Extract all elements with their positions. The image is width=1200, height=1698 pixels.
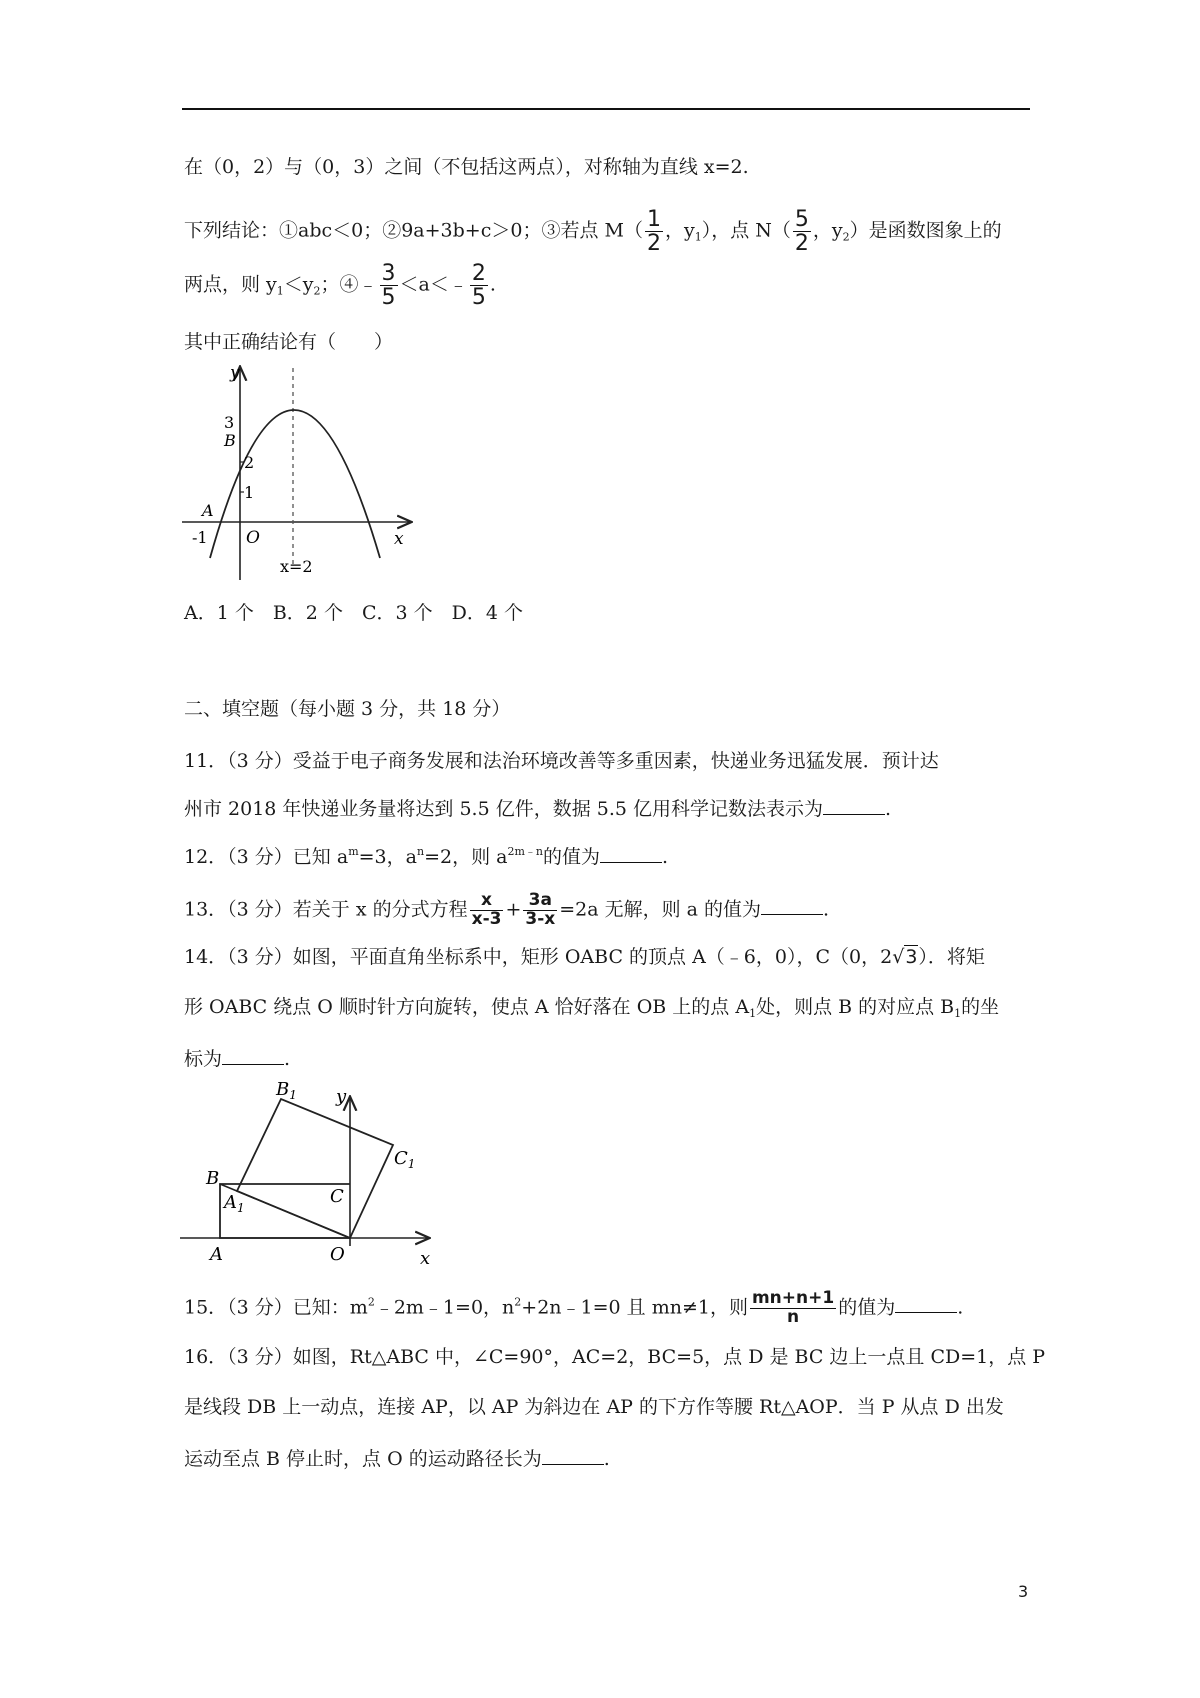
rotation-figure xyxy=(180,1078,440,1274)
q13: 13．（3 分）若关于 x 的分式方程 $\frac{x}{x-3}$ + $\frac{3a}{3-x}$ =2a 无解，则 a 的值为 . xyxy=(184,890,830,929)
q10-question: 其中正确结论有（ ） xyxy=(184,331,394,353)
q14-line2: 形 OABC 绕点 O 顺时针方向旋转，使点 A 恰好落在 OB 上的点 $A_1$处，则点 B 的对应点 $B_1$的坐 xyxy=(184,996,1000,1020)
fraction-x-over-x-3: $\frac{x}{x-3}$ xyxy=(471,890,502,929)
answer-blank xyxy=(600,846,662,863)
label-A: A xyxy=(210,1244,223,1265)
q15: 15．（3 分）已知：$m^2﹣2m﹣1=0$，$n^2+2n﹣1=0$ 且 mn≠1，则 $\frac{mn+n+1}{n}$ 的值为 . xyxy=(184,1288,964,1327)
q10-options: A．1 个 B．2 个 C．3 个 D．4 个 xyxy=(184,602,523,624)
parabola-figure xyxy=(180,362,420,582)
q10-line1: 在（0，2）与（0，3）之间（不包括这两点），对称轴为直线 x=2. xyxy=(184,156,749,178)
fraction-3-5: $\frac{3}{5}$ xyxy=(381,261,396,311)
tick-1: 1 xyxy=(244,483,255,502)
answer-blank xyxy=(823,798,885,815)
tick-3: 3 xyxy=(224,413,235,432)
rotated-rectangle xyxy=(237,1099,393,1238)
label-y: y xyxy=(336,1086,347,1107)
point-B: B xyxy=(224,431,236,450)
page-number: 3 xyxy=(1018,1582,1029,1601)
answer-blank xyxy=(542,1448,604,1465)
q10-line3: 两点，则 $y_1<y_2$；④﹣ $\frac{3}{5}$ ＜a＜﹣ $\frac{2}{5}$ . xyxy=(184,261,496,311)
origin-label: O xyxy=(246,528,260,548)
label-B: B xyxy=(206,1168,220,1189)
fraction-3a-over-3-x: $\frac{3a}{3-x}$ xyxy=(525,890,556,929)
q11-line1: 11．（3 分）受益于电子商务发展和法治环境改善等多重因素，快递业务迅猛发展．预计达 xyxy=(184,750,939,772)
label-A1: $A_1$ xyxy=(224,1192,245,1215)
fraction-n: $\frac{5}{2}$ xyxy=(794,207,809,257)
symmetry-axis-label: x=2 xyxy=(280,557,313,576)
label-O: O xyxy=(330,1244,345,1265)
answer-blank xyxy=(895,1296,957,1313)
q14-line1: 14．（3 分）如图，平面直角坐标系中，矩形 OABC 的顶点 A（﹣6，0），C（0，2√3）．将矩 xyxy=(184,946,985,968)
header-rule xyxy=(182,108,1030,110)
label-C1: $C_1$ xyxy=(394,1148,416,1171)
point-A: A xyxy=(202,501,214,520)
fraction-2-5: $\frac{2}{5}$ xyxy=(471,261,486,311)
q14-line3: 标为 . xyxy=(184,1048,291,1070)
label-x: x xyxy=(420,1248,431,1269)
section-heading: 二、填空题（每小题 3 分，共 18 分） xyxy=(184,698,511,720)
q11-line2: 州市 2018 年快递业务量将达到 5.5 亿件，数据 5.5 亿用科学记数法表示为 . xyxy=(184,798,892,820)
q16-line3: 运动至点 B 停止时，点 O 的运动路径长为 . xyxy=(184,1448,610,1470)
q10-line2: 下列结论：①abc＜0；②9a+3b+c＞0；③若点 M（ $\frac{1}{2}$ ，$y_1$），点 N（ $\frac{5}{2}$ ，$y_2$）是函数图象上的 xyxy=(184,207,1002,257)
q16-line2: 是线段 DB 上一动点，连接 AP，以 AP 为斜边在 AP 的下方作等腰 Rt△AOP．当 P 从点 D 出发 xyxy=(184,1396,1004,1418)
y-axis-label: y xyxy=(230,363,240,383)
answer-blank xyxy=(222,1048,284,1065)
label-B1: $B_1$ xyxy=(276,1079,297,1102)
x-axis-label: x xyxy=(394,529,404,549)
fraction-m: $\frac{1}{2}$ xyxy=(646,207,661,257)
q16-line1: 16．（3 分）如图，Rt△ABC 中，∠C=90°，AC=2，BC=5，点 D 是 BC 边上一点且 CD=1，点 P xyxy=(184,1346,1046,1368)
label-C: C xyxy=(330,1186,344,1207)
q12: 12．（3 分）已知 $a^m=3$，$a^n=2$，则 $a^{2m﹣n}$的值为 . xyxy=(184,845,669,868)
sqrt-3: √3 xyxy=(892,946,918,968)
answer-blank xyxy=(761,898,823,915)
fraction-mn-n-1-over-n: $\frac{mn+n+1}{n}$ xyxy=(751,1288,835,1327)
tick-2: 2 xyxy=(244,453,255,472)
tick-neg1: -1 xyxy=(192,528,208,547)
